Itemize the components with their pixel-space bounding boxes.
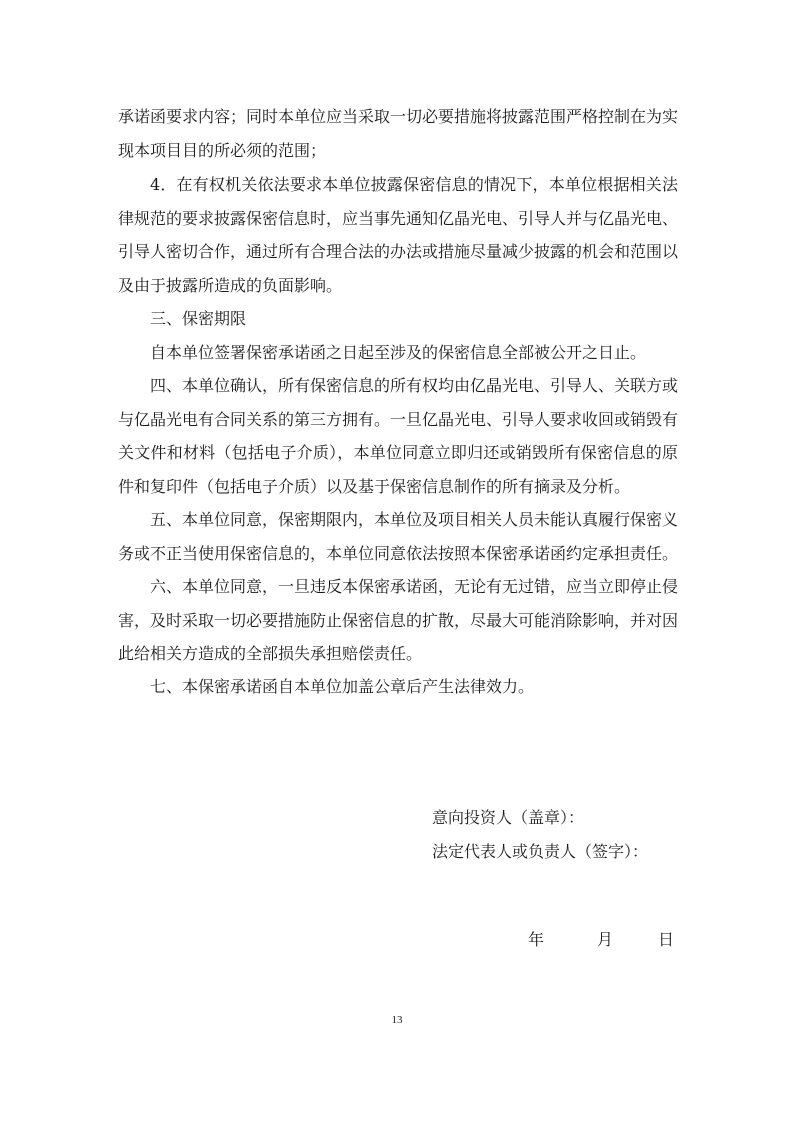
paragraph-section-4-ownership: 四、本单位确认，所有保密信息的所有权均由亿晶光电、引导人、关联方或与亿晶光电有合同关系的第三方拥有。一旦亿晶光电、引导人要求收回或销毁有关文件和材料（包括电子介质），本单位同意立即归还或销毁所有保密信息的原件和复印件（包括电子介质）以及基于保密信息制作的所有摘录及分析。 — [118, 376, 679, 496]
page-number: 13 — [391, 1014, 403, 1026]
date-year-label: 年 — [528, 930, 545, 949]
paragraph-item-4-legal-disclosure: 4．在有权机关依法要求本单位披露保密信息的情况下，本单位根据相关法律规范的要求披露保密信息时，应当事先通知亿晶光电、引导人并与亿晶光电、引导人密切合作，通过所有合理合法的办法或措施尽量减少披露的机会和范围以及由于披露所造成的负面影响。 — [118, 175, 679, 295]
paragraph-section-6-breach: 六、本单位同意，一旦违反本保密承诺函，无论有无过错，应当立即停止侵害，及时采取一切必要措施防止保密信息的扩散，尽最大可能消除影响，并对因此给相关方造成的全部损失承担赔偿责任。 — [118, 577, 679, 663]
paragraph-disclosure-scope-continued: 承诺函要求内容；同时本单位应当采取一切必要措施将披露范围严格控制在为实现本项目目的所必须的范围； — [118, 107, 679, 160]
date-month-label: 月 — [597, 930, 614, 949]
paragraph-confidentiality-period: 自本单位签署保密承诺函之日起至涉及的保密信息全部被公开之日止。 — [150, 343, 647, 362]
date-day-label: 日 — [658, 930, 675, 949]
investor-seal-label: 意向投资人（盖章）： — [432, 808, 585, 827]
representative-signature-label: 法定代表人或负责人（签字）： — [432, 842, 649, 861]
paragraph-section-5-liability: 五、本单位同意，保密期限内，本单位及项目相关人员未能认真履行保密义务或不正当使用保密信息的，本单位同意依法按照本保密承诺函约定承担责任。 — [118, 510, 679, 563]
paragraph-section-7-effectiveness: 七、本保密承诺函自本单位加盖公章后产生法律效力。 — [150, 677, 535, 696]
section-heading-confidentiality-period: 三、保密期限 — [150, 309, 247, 328]
